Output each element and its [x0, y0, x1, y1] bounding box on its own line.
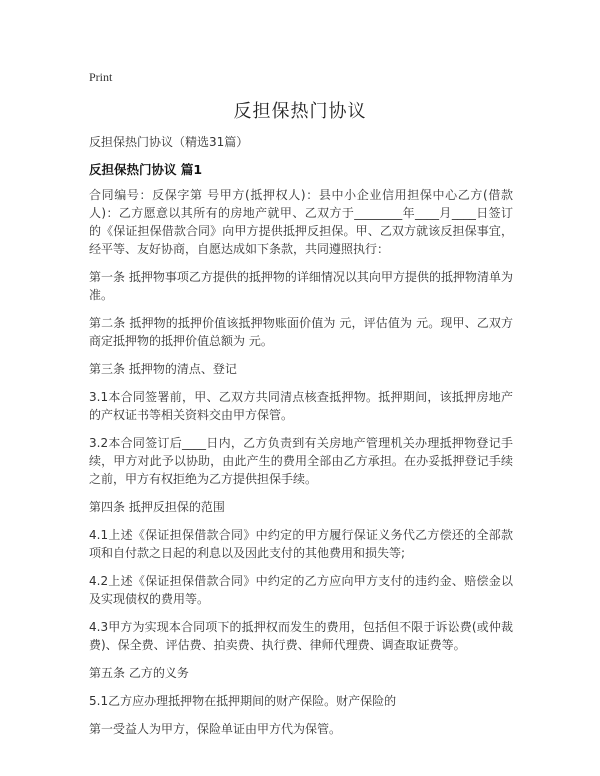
paragraph-article-5-heading: 第五条 乙方的义务: [89, 666, 189, 680]
paragraph-contract-intro: 合同编号：反保字第 号甲方(抵押权人)：县中小企业信用担保中心乙方(借款人)：乙方愿意以其所有的房地产就甲、乙双方于________年____月____日签订的《保证担保借款合同》向甲方提供抵押反担保。甲、乙双方就该反担保事宜，经平等、友好协商，自愿达成如下条款，共同遵照执行：: [89, 188, 513, 256]
paragraph-clause-5-1: 5.1乙方应办理抵押物在抵押期间的财产保险。财产保险的: [89, 694, 397, 708]
print-link[interactable]: Print: [89, 70, 113, 84]
paragraph-clause-4-3: 4.3甲方为实现本合同项下的抵押权而发生的费用，包括但不限于诉讼费(或仲裁费)、保全费、评估费、拍卖费、执行费、律师代理费、调查取证费等。: [89, 620, 513, 652]
paragraph-clause-3-2: 3.2本合同签订后____日内，乙方负责到有关房地产管理机关办理抵押物登记手续，甲方对此予以协助，由此产生的费用全部由乙方承担。在办妥抵押登记手续之前，甲方有权拒绝为乙方提供担保手续。: [89, 436, 513, 486]
paragraph-article-1: 第一条 抵押物事项乙方提供的抵押物的详细情况以其向甲方提供的抵押物清单为准。: [89, 270, 513, 302]
document-subtitle: 反担保热门协议（精选31篇）: [89, 135, 249, 149]
document-body: [89, 186, 513, 748]
paragraph-clause-3-1: 3.1本合同签署前，甲、乙双方共同清点核查抵押物。抵押期间，该抵押房地产的产权证书等相关资料交由甲方保管。: [89, 390, 513, 422]
paragraph-beneficiary: 第一受益人为甲方，保险单证由甲方代为保管。: [89, 722, 342, 736]
paragraph-article-2: 第二条 抵押物的抵押价值该抵押物账面价值为 元，评估值为 元。现甲、乙双方商定抵押物的抵押价值总额为 元。: [89, 316, 513, 348]
paragraph-article-4-heading: 第四条 抵押反担保的范围: [89, 500, 225, 514]
paragraph-article-3-heading: 第三条 抵押物的清点、登记: [89, 362, 237, 376]
paragraph-clause-4-2: 4.2上述《保证担保借款合同》中约定的乙方应向甲方支付的违约金、赔偿金以及实现债权的费用等。: [89, 574, 513, 606]
paragraph-clause-4-1: 4.1上述《保证担保借款合同》中约定的甲方履行保证义务代乙方偿还的全部款项和自付款之日起的利息以及因此支付的其他费用和损失等;: [89, 528, 513, 560]
section-heading: 反担保热门协议 篇1: [89, 162, 203, 177]
document-title: 反担保热门协议: [233, 101, 367, 122]
